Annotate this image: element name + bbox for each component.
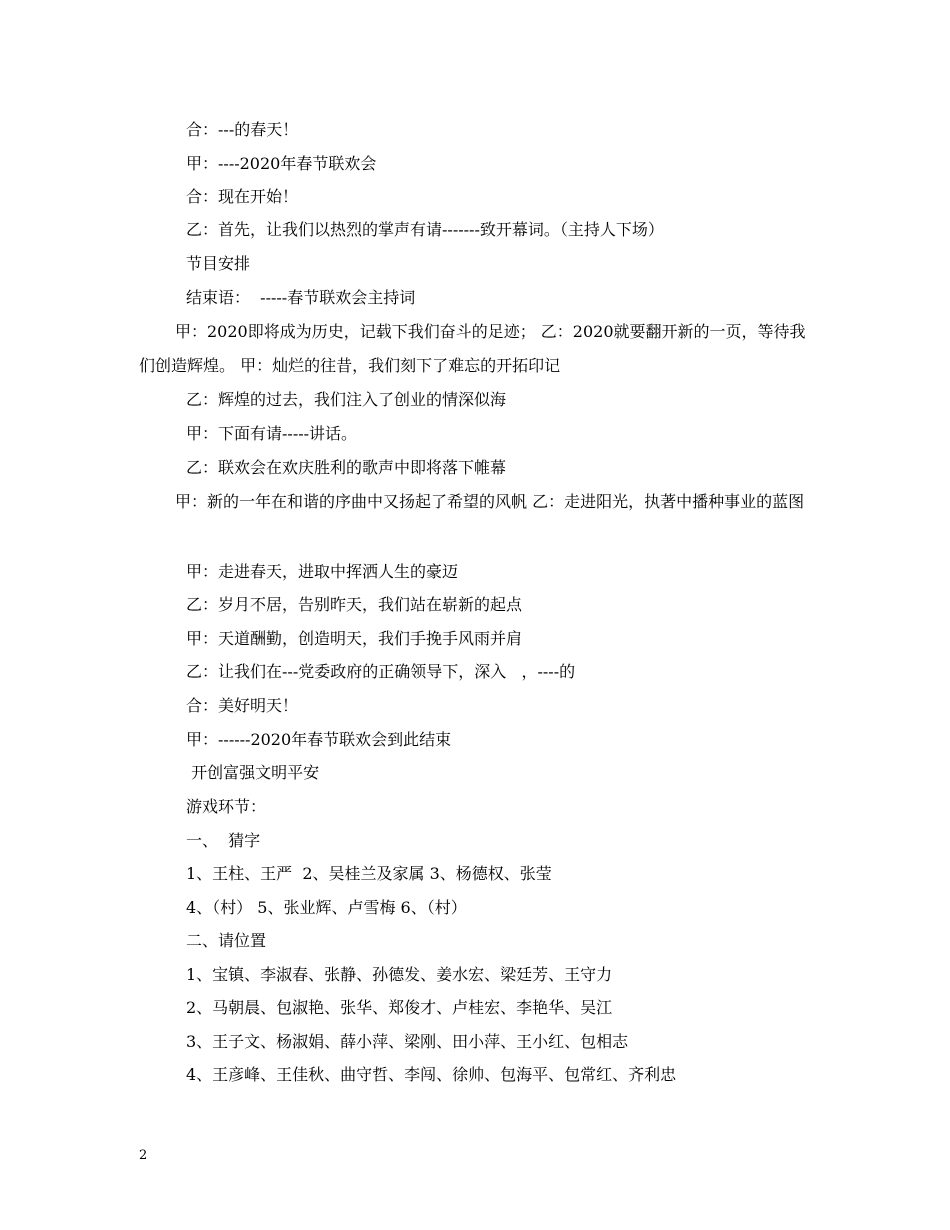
- text-line-24: 3、王子文、杨淑娟、薛小萍、梁刚、田小萍、王小红、包相志: [186, 1032, 629, 1051]
- text-line-18: 一、 猜字: [186, 831, 261, 850]
- text-line-13: 乙：让我们在---党委政府的正确领导下，深入 ，----的: [186, 662, 576, 681]
- text-line-19: 1、王柱、王严 2、吴桂兰及家属 3、杨德权、张莹: [186, 864, 552, 883]
- text-line-23: 2、马朝晨、包淑艳、张华、郑俊才、卢桂宏、李艳华、吴江: [186, 998, 613, 1017]
- text-line-25: 4、王彦峰、王佳秋、曲守哲、李闯、徐帅、包海平、包常红、齐利忠: [186, 1065, 677, 1084]
- text-line-15: 甲：------2020年春节联欢会到此结束: [186, 730, 452, 749]
- text-line-6: 结束语： -----春节联欢会主持词: [186, 288, 416, 307]
- text-line-22: 1、宝镇、李淑春、张静、孙德发、姜水宏、梁廷芳、王守力: [186, 965, 613, 984]
- text-line-9: 乙：联欢会在欢庆胜利的歌声中即将落下帷幕: [186, 458, 507, 477]
- text-line-8: 甲：下面有请-----讲话。: [186, 424, 358, 443]
- text-line-20: 4、（村） 5、张业辉、卢雪梅 6、（村）: [186, 898, 467, 917]
- text-line-2: 甲：----2020年春节联欢会: [186, 154, 377, 173]
- text-line-10: 甲：走进春天，进取中挥洒人生的豪迈: [186, 562, 459, 581]
- text-line-17: 游戏环节：: [186, 797, 267, 816]
- text-line-7: 乙：辉煌的过去，我们注入了创业的情深似海: [186, 390, 507, 409]
- text-line-11: 乙：岁月不居，告别昨天，我们站在崭新的起点: [186, 595, 523, 614]
- text-line-4: 乙：首先，让我们以热烈的掌声有请-------致开幕词。（主持人下场）: [186, 220, 664, 239]
- text-line-3: 合：现在开始！: [186, 187, 299, 206]
- text-line-21: 二、请位置: [186, 931, 267, 950]
- paragraph-2: 甲：新的一年在和谐的序曲中又扬起了希望的风帆 乙：走进阳光，执著中播种事业的蓝图: [175, 492, 805, 511]
- paragraph-1: 甲：2020即将成为历史，记载下我们奋斗的足迹； 乙：2020就要翻开新的一页，等待我们创造辉煌。 甲：灿烂的往昔，我们刻下了难忘的开拓印记: [139, 322, 806, 375]
- text-line-1: 合：---的春天！: [186, 120, 299, 139]
- text-line-16: 开创富强文明平安: [186, 763, 320, 782]
- text-line-14: 合：美好明天！: [186, 696, 299, 715]
- text-line-12: 甲：天道酬勤，创造明天，我们手挽手风雨并肩: [186, 629, 523, 648]
- page-number: 2: [139, 1148, 148, 1163]
- text-line-5: 节目安排: [186, 254, 251, 273]
